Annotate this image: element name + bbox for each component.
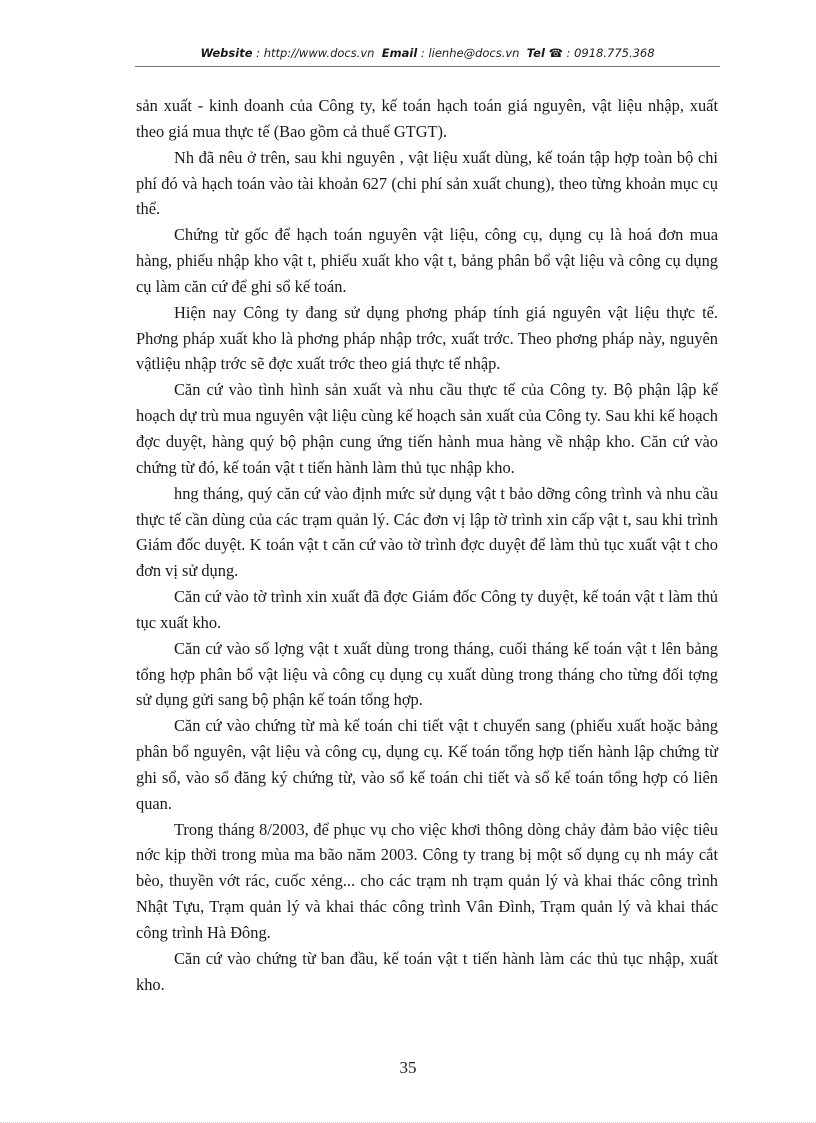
paragraph-2: Nh đã nêu ở trên, sau khi nguyên , vật liệu xuất dùng, kế toán tập hợp toàn bộ chi phí đó và hạch toán vào tài khoản 627 (chi phí sản xuất chung), theo từng khoản mục cụ thể. (136, 147, 718, 219)
paragraph-1: sản xuất - kinh doanh của Công ty, kế toán hạch toán giá nguyên, vật liệu nhập, xuất theo giá mua thực tế (Bao gồm cả thuế GTGT). (136, 96, 718, 141)
telephone-icon: ☎ (548, 46, 563, 60)
paragraph-4: Hiện nay Công ty đang sử dụng phơng pháp tính giá nguyên vật liệu thực tế. Phơng pháp xuất kho là phơng pháp nhập trớc, xuất trớc. Theo phơng pháp này, nguyên vậtliệu nhập trớc sẽ đợc xuất trớc theo giá thực tế nhập. (136, 302, 718, 374)
paragraph-3: Chứng từ gốc để hạch toán nguyên vật liệu, công cụ, dụng cụ là hoá đơn mua hàng, phiếu nhập kho vật t, phiếu xuất kho vật t, bảng phân bổ vật liệu và công cụ dụng cụ làm căn cứ để ghi sổ kế toán. (136, 225, 718, 296)
tel-value: : 0918.775.368 (566, 46, 655, 60)
paragraph-9: Căn cứ vào chứng từ mà kế toán chi tiết vật t chuyển sang (phiếu xuất hoặc bảng phân bổ nguyên, vật liệu và công cụ, dụng cụ. Kế toán tổng hợp tiến hành lập chứng từ ghi sổ, vào sổ đăng ký chứng từ, vào sổ kế toán chi tiết và sổ kế toán tổng hợp có liên quan. (136, 716, 718, 813)
paragraph-8: Căn cứ vào số lợng vật t xuất dùng trong tháng, cuối tháng kế toán vật t lên bảng tổng hợp phân bổ vật liệu và công cụ dụng cụ xuất dùng trong tháng cho từng đối tợng sử dụng gửi sang bộ phận kế toán tổng hợp. (136, 638, 718, 710)
paragraph-11: Căn cứ vào chứng từ ban đầu, kế toán vật t tiến hành làm các thủ tục nhập, xuất kho. (136, 948, 718, 994)
website-label: Website (200, 46, 253, 60)
paragraph-5: Căn cứ vào tình hình sản xuất và nhu cầu thực tế của Công ty. Bộ phận lập kế hoạch dự trù mua nguyên vật liệu cùng kế hoạch sản xuất của Công ty. Sau khi kế hoạch đợc duyệt, hàng quý bộ phận cung ứng tiến hành mua hàng về nhập kho. Căn cứ vào chứng từ đó, kế toán vật t tiến hành làm thủ tục nhập kho. (136, 380, 718, 477)
paragraph-7: Căn cứ vào tờ trình xin xuất đã đợc Giám đốc Công ty duyệt, kế toán vật t làm thủ tục xuất kho. (136, 587, 718, 632)
email-value: : lienhe@docs.vn (420, 46, 520, 60)
document-body (136, 93, 718, 998)
paragraph-10: Trong tháng 8/2003, để phục vụ cho việc khơi thông dòng chảy đảm bảo việc tiêu nớc kịp thời trong mùa ma bão năm 2003. Công ty trang bị một số dụng cụ nh máy cắt bèo, thuyền vớt rác, cuốc xẻng... cho các trạm nh trạm quản lý và khai thác công trình Nhật Tựu, Trạm quản lý và khai thác công trình Vân Đình, Trạm quản lý và khai thác công trình Hà Đông. (136, 819, 718, 942)
header-divider (135, 66, 720, 67)
page-header (135, 46, 720, 60)
tel-label: Tel (526, 46, 545, 60)
page-number: 35 (399, 1058, 417, 1077)
website-value: : http://www.docs.vn (256, 46, 375, 60)
email-label: Email (381, 46, 418, 60)
paragraph-6: hng tháng, quý căn cứ vào định mức sử dụng vật t bảo dỡng công trình và nhu cầu thực tế cần dùng của các trạm quản lý. Các đơn vị lập tờ trình xin cấp vật t, sau khi trình Giám đốc duyệt. K toán vật t căn cứ vào tờ trình đợc duyệt để làm thủ tục xuất vật t cho đơn vị sử dụng. (136, 483, 718, 581)
